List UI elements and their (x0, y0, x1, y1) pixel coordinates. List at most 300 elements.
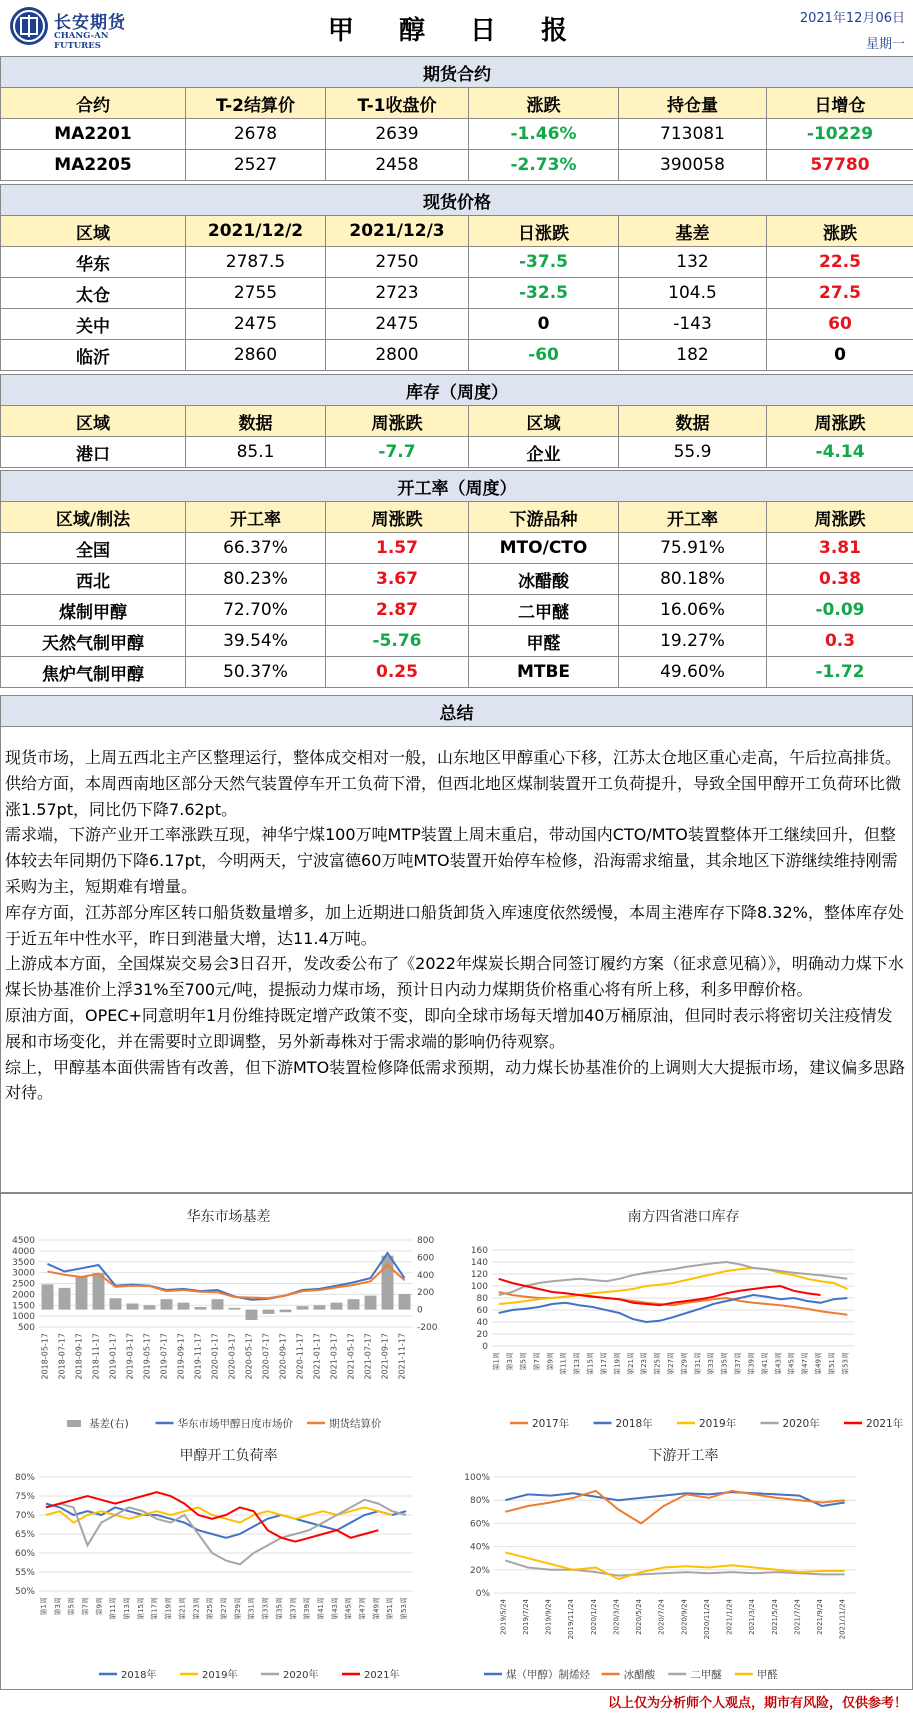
x-tick-label: 第15周 (586, 1352, 595, 1375)
legend-label: 2021年 (364, 1670, 400, 1681)
x-tick-label: 第19周 (613, 1352, 622, 1375)
x-tick-label: 第27周 (220, 1597, 228, 1620)
summary-paragraph: 库存方面，江苏部分库区转口船货数量增多，加上近期进口船货卸货入库速度依然缓慢，本周主港库存下降8.32%，整体库存处于近五年中性水平，昨日到港量大增，达11.4万吨。 (5, 902, 904, 948)
x-tick-label: 第41周 (760, 1352, 769, 1375)
column-header: 数据 (186, 406, 326, 437)
column-header: 开工率 (619, 502, 767, 533)
change-cell: 0.3 (767, 626, 913, 657)
bar (76, 1277, 88, 1310)
table-row (1, 437, 913, 468)
y-tick-label: 20 (476, 1330, 488, 1340)
y-tick-label: 50% (14, 1587, 35, 1597)
table-cell: 80.23% (186, 564, 326, 595)
x-tick-label: 第39周 (303, 1597, 312, 1620)
region-name: 全国 (1, 533, 186, 564)
x-tick-label: 2021/5/24 (770, 1599, 779, 1635)
port-inventory-chart (456, 1194, 911, 1434)
product-name: 二甲醚 (469, 595, 619, 626)
y-tick-label: 40% (469, 1542, 490, 1553)
table-cell: 80.18% (619, 564, 767, 595)
x-tick-label: 第11周 (109, 1597, 118, 1620)
x-tick-label: 2019-01-17 (108, 1333, 118, 1380)
table-row (1, 533, 913, 564)
x-tick-label: 第3周 (53, 1597, 62, 1616)
region-name: 太仓 (1, 278, 186, 309)
y-tick-label: 80 (476, 1294, 488, 1304)
y-right-tick-label: -200 (417, 1323, 438, 1333)
change-cell: 0.38 (767, 564, 913, 595)
region-name: 港口 (1, 437, 186, 468)
y-tick-label: 80% (469, 1496, 490, 1507)
chart-title: 南方四省港口库存 (627, 1209, 740, 1225)
x-tick-label: 2020/11/24 (702, 1599, 711, 1640)
bar (229, 1308, 241, 1310)
y-tick-label: 60% (14, 1549, 35, 1559)
change-cell: -10229 (767, 119, 913, 150)
product-name: MTBE (469, 657, 619, 688)
legend-label: 2017年 (532, 1418, 570, 1430)
y-tick-label: 55% (14, 1568, 35, 1578)
table-cell: 104.5 (619, 278, 767, 309)
column-header: 2021/12/3 (326, 216, 469, 247)
x-tick-label: 2019/7/24 (521, 1599, 530, 1635)
change-cell: 3.67 (326, 564, 469, 595)
x-tick-label: 第7周 (81, 1597, 90, 1616)
bar (42, 1284, 54, 1309)
x-tick-label: 2021-09-17 (380, 1333, 390, 1380)
column-header: 日增仓 (767, 88, 913, 119)
x-tick-label: 第1周 (39, 1597, 48, 1616)
x-tick-label: 2019/9/24 (544, 1599, 553, 1635)
legend-label: 二甲醚 (690, 1669, 722, 1681)
table-cell: 75.91% (619, 533, 767, 564)
x-tick-label: 第51周 (386, 1597, 395, 1620)
bar (59, 1288, 71, 1310)
legend-label: 2020年 (283, 1670, 319, 1681)
column-header: 数据 (619, 406, 767, 437)
x-tick-label: 2019-07-17 (159, 1333, 169, 1380)
bar (280, 1310, 292, 1313)
table-cell: 713081 (619, 119, 767, 150)
x-tick-label: 第29周 (233, 1597, 242, 1620)
table-cell: -143 (619, 309, 767, 340)
x-tick-label: 第25周 (653, 1352, 662, 1375)
x-tick-label: 第33周 (707, 1352, 716, 1375)
column-header: 合约 (1, 88, 186, 119)
table-row (1, 278, 913, 309)
x-tick-label: 第25周 (206, 1597, 215, 1620)
bar (331, 1303, 343, 1310)
change-cell: 2.87 (326, 595, 469, 626)
table-row (1, 340, 913, 371)
series-line (46, 1504, 406, 1538)
x-tick-label: 第49周 (814, 1352, 823, 1375)
column-header: 区域/制法 (1, 502, 186, 533)
x-tick-label: 2019-03-17 (125, 1333, 135, 1380)
region-name: 天然气制甲醇 (1, 626, 186, 657)
table-row (1, 150, 913, 181)
x-tick-label: 第5周 (67, 1597, 76, 1616)
x-tick-label: 第41周 (316, 1597, 325, 1620)
x-tick-label: 第7周 (532, 1352, 541, 1371)
x-tick-label: 第17周 (150, 1597, 159, 1620)
contract-name: MA2205 (1, 150, 186, 181)
x-tick-label: 第31周 (693, 1352, 702, 1375)
x-tick-label: 2020-05-17 (244, 1333, 254, 1380)
x-tick-label: 2021-11-17 (397, 1333, 407, 1380)
table-cell: 49.60% (619, 657, 767, 688)
table-row (1, 657, 913, 688)
column-header: 涨跌 (469, 88, 619, 119)
summary-header-table (0, 695, 913, 727)
bar (263, 1310, 275, 1314)
x-tick-label: 第45周 (787, 1352, 796, 1375)
x-tick-label: 第35周 (275, 1597, 284, 1620)
x-tick-label: 第33周 (261, 1597, 270, 1620)
legend-label: 2019年 (202, 1670, 238, 1681)
y-tick-label: 3000 (12, 1268, 35, 1279)
series-line (505, 1552, 844, 1579)
table-cell: 16.06% (619, 595, 767, 626)
table-cell: 2755 (186, 278, 326, 309)
legend-label: 2018年 (615, 1418, 653, 1430)
change-cell: -5.76 (326, 626, 469, 657)
basis-chart (1, 1194, 456, 1434)
table-cell: 2800 (326, 340, 469, 371)
change-cell: -37.5 (469, 247, 619, 278)
region-name: 煤制甲醇 (1, 595, 186, 626)
column-header: 基差 (619, 216, 767, 247)
y-tick-label: 60 (476, 1306, 488, 1316)
table-row (1, 626, 913, 657)
x-tick-label: 2020-03-17 (227, 1333, 237, 1380)
change-cell: 57780 (767, 150, 913, 181)
y-tick-label: 70% (14, 1511, 35, 1521)
series-line (46, 1500, 406, 1565)
y-right-tick-label: 600 (417, 1253, 435, 1264)
legend-label: 基差(右) (89, 1418, 129, 1430)
change-cell: 22.5 (767, 247, 913, 278)
x-tick-label: 第37周 (289, 1597, 298, 1620)
logo-chinese-text: 长安期货 (54, 13, 126, 33)
y-tick-label: 4000 (12, 1246, 35, 1257)
region-name: 西北 (1, 564, 186, 595)
x-tick-label: 第5周 (519, 1352, 528, 1371)
x-tick-label: 第17周 (599, 1352, 608, 1375)
column-header: 区域 (1, 216, 186, 247)
change-cell: -7.7 (326, 437, 469, 468)
change-cell: 0.25 (326, 657, 469, 688)
charts-panel (0, 1193, 913, 1690)
bar (297, 1306, 309, 1309)
x-tick-label: 2021-03-17 (329, 1333, 339, 1380)
change-cell: -2.73% (469, 150, 619, 181)
x-tick-label: 第43周 (330, 1597, 339, 1620)
bar (365, 1296, 377, 1310)
x-tick-label: 2020/3/24 (612, 1599, 621, 1635)
y-right-tick-label: 0 (417, 1305, 423, 1316)
column-header: 区域 (469, 406, 619, 437)
table-row (1, 309, 913, 340)
x-tick-label: 第13周 (123, 1597, 132, 1620)
downstream-rate-chart (456, 1437, 911, 1687)
table-cell: 2787.5 (186, 247, 326, 278)
x-tick-label: 2019/11/24 (567, 1599, 576, 1640)
y-tick-label: 60% (469, 1519, 490, 1530)
x-tick-label: 第21周 (626, 1352, 635, 1375)
x-tick-label: 第53周 (400, 1597, 409, 1620)
futures-table (0, 56, 913, 181)
region-name: 关中 (1, 309, 186, 340)
y-right-tick-label: 800 (417, 1236, 435, 1246)
disclaimer-footer (0, 1688, 913, 1714)
x-tick-label: 2021-01-17 (312, 1333, 322, 1380)
report-title: 甲 醇 日 报 (327, 16, 586, 46)
bar (212, 1299, 224, 1309)
x-tick-label: 第45周 (344, 1597, 353, 1620)
x-tick-label: 第53周 (841, 1352, 850, 1375)
y-tick-label: 3500 (12, 1257, 35, 1268)
operating-section-title: 开工率（周度） (1, 471, 913, 502)
region-name: 焦炉气制甲醇 (1, 657, 186, 688)
column-header: T-2结算价 (186, 88, 326, 119)
legend-label: 2019年 (699, 1418, 737, 1430)
futures-section-title: 期货合约 (1, 57, 913, 88)
column-header: 涨跌 (767, 216, 913, 247)
region-name: 华东 (1, 247, 186, 278)
change-cell: 1.57 (326, 533, 469, 564)
report-header (0, 0, 913, 56)
table-cell: 2860 (186, 340, 326, 371)
column-header: T-1收盘价 (326, 88, 469, 119)
legend-label: 冰醋酸 (623, 1669, 656, 1681)
legend-label: 2020年 (782, 1418, 820, 1430)
x-tick-label: 2020/5/24 (635, 1599, 644, 1635)
change-cell: -1.46% (469, 119, 619, 150)
x-tick-label: 2021/11/24 (838, 1599, 847, 1640)
x-tick-label: 2018-09-17 (74, 1333, 84, 1380)
x-tick-label: 2020-01-17 (210, 1333, 220, 1380)
bar (161, 1299, 173, 1309)
table-cell: 55.9 (619, 437, 767, 468)
bar (399, 1294, 411, 1310)
table-cell: 2723 (326, 278, 469, 309)
change-cell: 27.5 (767, 278, 913, 309)
product-name: 甲醛 (469, 626, 619, 657)
column-header: 区域 (1, 406, 186, 437)
change-cell: -4.14 (767, 437, 913, 468)
table-cell: 85.1 (186, 437, 326, 468)
contract-name: MA2201 (1, 119, 186, 150)
summary-paragraph: 原油方面，OPEC+同意明年1月份维持既定增产政策不变，即向全球市场每天增加40万桶原油，但同时表示将密切关注疫情发展和市场变化，并在需要时立即调整，另外新毒株对于需求端的影响仍待观察。 (5, 1005, 893, 1051)
change-cell: 3.81 (767, 533, 913, 564)
y-tick-label: 20% (469, 1565, 490, 1576)
x-tick-label: 第11周 (559, 1352, 568, 1375)
y-tick-label: 2500 (12, 1279, 35, 1290)
bar (178, 1303, 190, 1310)
y-tick-label: 1000 (12, 1312, 35, 1323)
operating-rate-chart (1, 1437, 456, 1687)
column-header: 2021/12/2 (186, 216, 326, 247)
y-tick-label: 140 (470, 1258, 488, 1268)
x-tick-label: 第27周 (667, 1352, 675, 1375)
summary-paragraph: 上游成本方面，全国煤炭交易会3日召开，发改委公布了《2022年煤炭长期合同签订履约方案（征求意见稿）》，明确动力煤下水煤长协基准价上浮31%至700元/吨，提振动力煤市场，预计日内动力煤期货价格重心将有所上移，利多甲醇价格。 (5, 954, 904, 1000)
x-tick-label: 第37周 (734, 1352, 743, 1375)
region-name: 临沂 (1, 340, 186, 371)
report-date: 2021年12月06日 (799, 11, 905, 26)
x-tick-label: 第9周 (95, 1597, 104, 1616)
y-tick-label: 500 (17, 1323, 35, 1333)
column-header: 周涨跌 (767, 406, 913, 437)
table-cell: 2458 (326, 150, 469, 181)
x-tick-label: 第49周 (372, 1597, 381, 1620)
x-tick-label: 2021/3/24 (748, 1599, 757, 1635)
table-cell: 39.54% (186, 626, 326, 657)
y-tick-label: 2000 (12, 1290, 35, 1301)
y-tick-label: 100% (464, 1473, 490, 1483)
table-cell: 50.37% (186, 657, 326, 688)
x-tick-label: 2018-07-17 (57, 1333, 67, 1380)
summary-paragraph: 现货市场，上周五西北主产区整理运行，整体成交相对一般，山东地区甲醇重心下移，江苏太仓地区重心走高，午后拉高排货。 (5, 748, 902, 767)
x-tick-label: 第21周 (178, 1597, 187, 1620)
x-tick-label: 2020/1/24 (589, 1599, 598, 1635)
bar (348, 1299, 360, 1309)
x-tick-label: 2020/9/24 (680, 1599, 689, 1635)
y-right-tick-label: 200 (417, 1288, 435, 1299)
chart-title: 华东市场基差 (186, 1209, 271, 1225)
legend-label: 华东市场甲醇日度市场价 (177, 1418, 293, 1430)
summary-paragraph: 供给方面，本周西南地区部分天然气装置停车开工负荷下滑，但西北地区煤制装置开工负荷提升，导致全国甲醇开工负荷环比微涨1.57pt，同比仍下降7.62pt。 (5, 773, 902, 819)
chart-title: 甲醇开工负荷率 (179, 1448, 278, 1464)
x-tick-label: 第29周 (680, 1352, 689, 1375)
x-tick-label: 2019-05-17 (142, 1333, 152, 1380)
table-cell: 2639 (326, 119, 469, 150)
y-right-tick-label: 400 (417, 1270, 435, 1281)
report-weekday: 星期一 (865, 37, 905, 52)
legend-swatch (67, 1420, 81, 1427)
x-tick-label: 2021/9/24 (816, 1599, 825, 1635)
y-tick-label: 120 (470, 1270, 488, 1280)
legend-label: 甲醛 (756, 1669, 778, 1681)
y-tick-label: 160 (470, 1246, 488, 1256)
y-tick-label: 1500 (12, 1301, 35, 1312)
product-name: MTO/CTO (469, 533, 619, 564)
y-tick-label: 0 (482, 1342, 488, 1352)
column-header: 持仓量 (619, 88, 767, 119)
change-cell: -1.72 (767, 657, 913, 688)
disclaimer-text: 以上仅为分析师个人观点，期市有风险，仅供参考！ (607, 1696, 907, 1711)
legend-label: 期货结算价 (329, 1418, 382, 1430)
x-tick-label: 2021-07-17 (363, 1333, 373, 1380)
x-tick-label: 2021/7/24 (793, 1599, 802, 1635)
table-row (1, 595, 913, 626)
table-cell: 72.70% (186, 595, 326, 626)
x-tick-label: 第43周 (774, 1352, 783, 1375)
x-tick-label: 第15周 (136, 1597, 145, 1620)
column-header: 下游品种 (469, 502, 619, 533)
y-tick-label: 40 (476, 1318, 488, 1328)
change-cell: -0.09 (767, 595, 913, 626)
series-line (505, 1561, 844, 1576)
y-tick-label: 80% (14, 1473, 35, 1483)
bar (127, 1304, 139, 1310)
y-tick-label: 4500 (12, 1236, 35, 1246)
column-header: 日涨跌 (469, 216, 619, 247)
legend-label: 2021年 (866, 1418, 904, 1430)
summary-section-title: 总结 (1, 696, 913, 727)
x-tick-label: 第3周 (506, 1352, 515, 1371)
x-tick-label: 第19周 (164, 1597, 173, 1620)
bar (195, 1307, 207, 1310)
spot-price-table (0, 184, 913, 371)
x-tick-label: 2021/1/24 (725, 1599, 734, 1635)
x-tick-label: 2020-11-17 (295, 1333, 305, 1380)
bar (144, 1305, 156, 1309)
x-tick-label: 2020-07-17 (261, 1333, 271, 1380)
y-tick-label: 100 (470, 1282, 488, 1292)
summary-body (0, 726, 913, 1193)
table-cell: 182 (619, 340, 767, 371)
table-row (1, 247, 913, 278)
table-cell: 2475 (186, 309, 326, 340)
table-row (1, 564, 913, 595)
chart-title: 下游开工率 (648, 1448, 719, 1464)
table-cell: 390058 (619, 150, 767, 181)
x-tick-label: 2018-05-17 (40, 1333, 50, 1380)
column-header: 开工率 (186, 502, 326, 533)
x-tick-label: 第23周 (640, 1352, 649, 1375)
x-tick-label: 第23周 (192, 1597, 201, 1620)
bar (110, 1298, 122, 1309)
x-tick-label: 第9周 (546, 1352, 555, 1371)
change-cell: 60 (767, 309, 913, 340)
column-header: 周涨跌 (767, 502, 913, 533)
x-tick-label: 第13周 (573, 1352, 582, 1375)
summary-paragraph: 综上，甲醇基本面供需皆有改善，但下游MTO装置检修降低需求预期，动力煤长协基准价的上调则大大提振市场，建议偏多思路对待。 (5, 1057, 906, 1103)
legend-label: 2018年 (121, 1670, 157, 1681)
x-tick-label: 2020-09-17 (278, 1333, 288, 1380)
x-tick-label: 2019/5/24 (499, 1599, 508, 1635)
table-cell: 2750 (326, 247, 469, 278)
change-cell: -32.5 (469, 278, 619, 309)
x-tick-label: 2019-11-17 (193, 1333, 203, 1380)
bar (246, 1310, 258, 1320)
column-header: 周涨跌 (326, 406, 469, 437)
x-tick-label: 2018-11-17 (91, 1333, 101, 1380)
y-tick-label: 75% (14, 1492, 35, 1502)
bar (93, 1273, 105, 1310)
y-tick-label: 0% (475, 1589, 490, 1599)
operating-rate-table (0, 470, 913, 688)
x-tick-label: 第31周 (247, 1597, 256, 1620)
table-cell: 66.37% (186, 533, 326, 564)
y-tick-label: 65% (14, 1530, 35, 1540)
x-tick-label: 2021-05-17 (346, 1333, 356, 1380)
bar (314, 1305, 326, 1309)
summary-paragraph: 需求端，下游产业开工率涨跌互现，神华宁煤100万吨MTP装置上周末重启，带动国内CTO/MTO装置整体开工继续回升，但整体较去年同期仍下降6.17pt，今明两天，宁波富德60万吨MTO装置开始停车检修，沿海需求缩量，其余地区下游继续维持刚需采购为主，短期难有增量。 (5, 825, 898, 896)
table-cell: 132 (619, 247, 767, 278)
table-row (1, 119, 913, 150)
region-name: 企业 (469, 437, 619, 468)
inventory-section-title: 库存（周度） (1, 375, 913, 406)
x-tick-label: 第35周 (720, 1352, 729, 1375)
logo-english-text: CHANG-AN FUTURES (54, 31, 109, 51)
product-name: 冰醋酸 (469, 564, 619, 595)
x-tick-label: 第47周 (358, 1597, 367, 1620)
x-tick-label: 第1周 (492, 1352, 501, 1371)
table-cell: 19.27% (619, 626, 767, 657)
table-cell: 2678 (186, 119, 326, 150)
